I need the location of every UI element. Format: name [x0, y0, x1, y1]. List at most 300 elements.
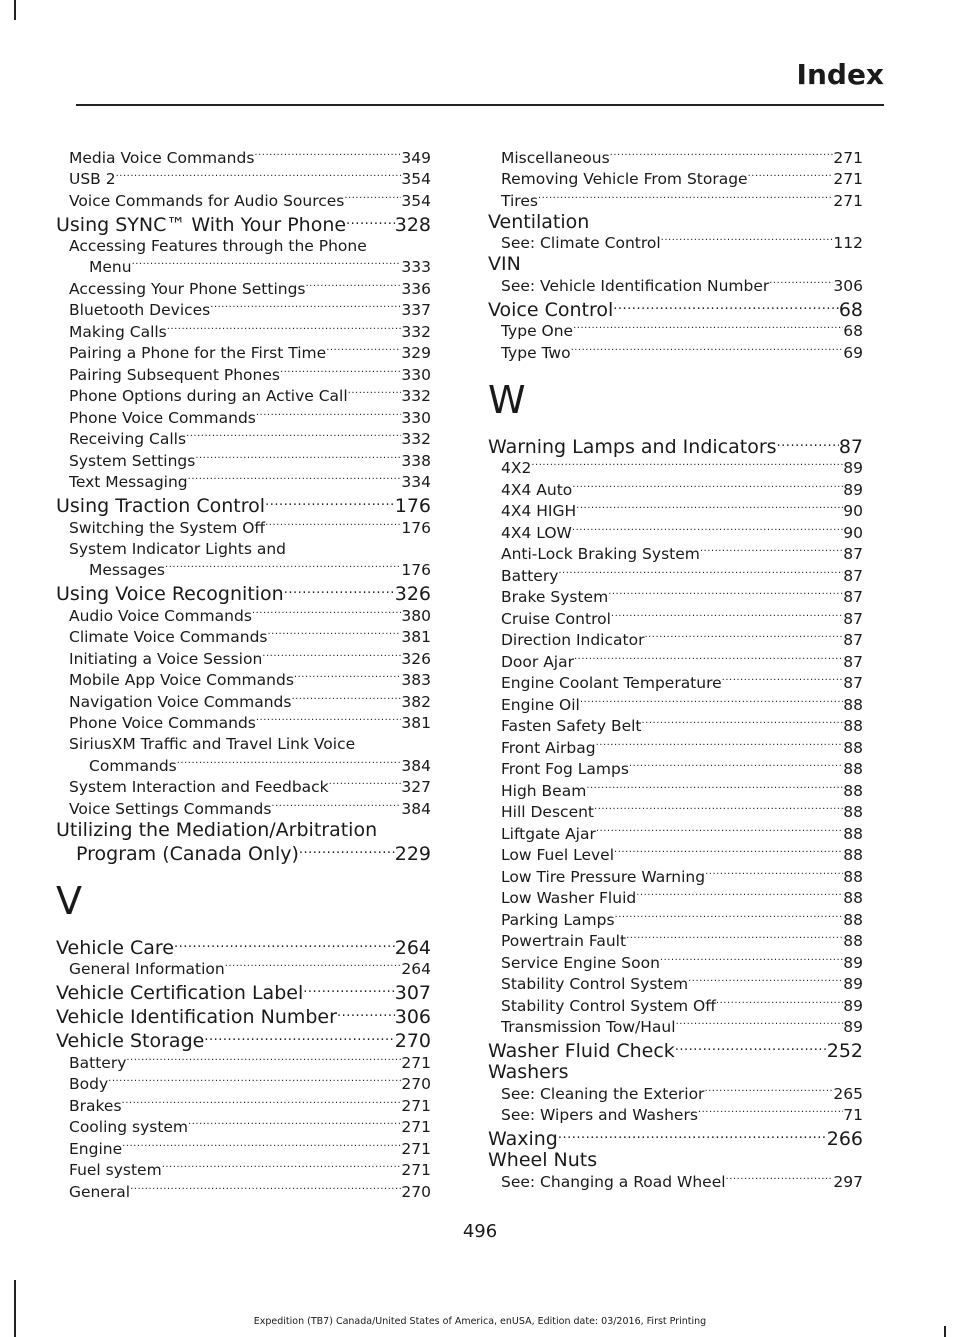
dot-leader [256, 713, 402, 729]
index-subentry [488, 544, 863, 566]
index-subentry [56, 257, 431, 279]
entry-page-number: 326 [401, 649, 431, 668]
entry-page-number: 88 [843, 932, 863, 950]
entry-page-number: 329 [401, 344, 431, 362]
dot-leader [676, 1017, 844, 1033]
index-subentry [488, 1083, 863, 1105]
entry-text: 4X4 HIGH [501, 502, 577, 520]
entry-text: Brake System [501, 588, 609, 606]
index-entry [56, 581, 431, 605]
index-subentry [56, 605, 431, 627]
entry-text: Pairing a Phone for the First Time [69, 344, 327, 362]
entry-page-number: 88 [843, 889, 863, 907]
dot-leader [596, 737, 844, 753]
dot-leader [188, 472, 402, 488]
entry-page-number: 330 [401, 365, 431, 384]
index-subentry [488, 651, 863, 673]
index-subentry [488, 190, 863, 212]
dot-leader [705, 866, 843, 882]
entry-text: Low Tire Pressure Warning [501, 867, 706, 886]
entry-text: See: Changing a Road Wheel [501, 1172, 726, 1191]
entry-page-number: 326 [394, 583, 431, 605]
dot-leader [636, 888, 843, 904]
entry-text: 4X2 [501, 459, 532, 477]
dot-leader [611, 608, 843, 624]
dot-leader [722, 673, 844, 689]
entry-page-number: 89 [843, 996, 863, 1015]
index-subentry [488, 1105, 863, 1127]
entry-text: 4X4 Auto [501, 480, 573, 499]
entry-text: Cruise Control [501, 609, 611, 628]
index-entry [488, 297, 863, 321]
entry-text: Making Calls [69, 322, 167, 341]
entry-page-number: 87 [843, 674, 863, 692]
index-subentry [488, 931, 863, 953]
dot-leader [700, 544, 843, 560]
entry-page-number: 270 [401, 1075, 431, 1093]
entry-text: Audio Voice Commands [69, 606, 252, 625]
index-subentry-heading: SiriusXM Traffic and Travel Link Voice [69, 735, 356, 753]
entry-page-number: 87 [843, 566, 863, 585]
entry-text: Mobile App Voice Commands [69, 671, 294, 689]
entry-text: Body [69, 1075, 109, 1093]
entry-text: Messages [89, 561, 166, 579]
dot-leader [195, 450, 401, 466]
index-subentry [56, 450, 431, 472]
entry-text: Program (Canada Only) [76, 842, 299, 865]
dot-leader [256, 407, 402, 423]
entry-page-number: 271 [833, 191, 863, 210]
entry-page-number: 87 [843, 631, 863, 649]
entry-text: Voice Settings Commands [69, 799, 272, 818]
entry-text: Pairing Subsequent Phones [69, 365, 280, 384]
entry-text: System Interaction and Feedback [69, 778, 329, 796]
index-subentry [488, 147, 863, 169]
entry-page-number: 332 [401, 430, 431, 448]
entry-text: Warning Lamps and Indicators [488, 435, 777, 458]
index-subentry [488, 1017, 863, 1039]
index-subentry [488, 737, 863, 759]
index-entry [56, 935, 431, 959]
entry-text: USB 2 [69, 170, 116, 188]
entry-page-number: 88 [843, 803, 863, 821]
dot-leader [252, 605, 402, 621]
index-subentry [488, 802, 863, 824]
dot-leader [225, 959, 402, 975]
index-subentry [56, 1138, 431, 1160]
dot-leader [204, 1028, 394, 1047]
entry-page-number: 271 [833, 170, 863, 188]
index-subentry [488, 866, 863, 888]
dot-leader [271, 798, 401, 814]
entry-text: Low Fuel Level [501, 846, 615, 864]
entry-text: Parking Lamps [501, 910, 615, 929]
dot-leader [268, 627, 402, 643]
entry-page-number: 383 [401, 671, 431, 689]
index-subentry [56, 560, 431, 582]
entry-text: Media Voice Commands [69, 148, 255, 167]
index-subentry [56, 627, 431, 649]
dot-leader [177, 755, 402, 771]
entry-page-number: 88 [843, 824, 863, 843]
index-subentry [56, 670, 431, 692]
dot-leader [661, 233, 834, 249]
dot-leader [642, 716, 844, 732]
index-entry [56, 1004, 431, 1028]
index-subentry [56, 517, 431, 539]
entry-page-number: 381 [401, 714, 431, 732]
index-subentry [56, 1181, 431, 1203]
entry-text: General [69, 1182, 131, 1201]
entry-page-number: 176 [401, 518, 431, 537]
entry-page-number: 307 [394, 982, 431, 1004]
entry-page-number: 68 [843, 322, 863, 340]
entry-page-number: 88 [843, 738, 863, 757]
entry-text: Removing Vehicle From Storage [501, 170, 748, 188]
index-subentry [56, 755, 431, 777]
dot-leader [580, 694, 843, 710]
dot-leader [614, 845, 843, 861]
index-subentry [488, 630, 863, 652]
dot-leader [538, 190, 833, 206]
dot-leader [254, 147, 401, 163]
entry-text: See: Cleaning the Exterior [501, 1084, 705, 1103]
index-subentry [488, 995, 863, 1017]
index-entry [56, 980, 431, 1004]
entry-text: Using Traction Control [56, 495, 266, 517]
index-subentry [488, 716, 863, 738]
dot-leader [596, 823, 843, 839]
entry-page-number: 88 [843, 910, 863, 929]
dot-leader [615, 909, 844, 925]
footer-edition-info: Expedition (TB7) Canada/United States of America, enUSA, Edition date: 03/2016, First Printing [253, 1316, 707, 1327]
dot-leader [130, 1181, 401, 1197]
entry-page-number: 266 [826, 1128, 863, 1150]
dot-leader [716, 995, 843, 1011]
entry-text: Text Messaging [69, 473, 188, 491]
entry-page-number: 382 [401, 692, 431, 711]
index-subentry [488, 321, 863, 343]
entry-page-number: 71 [843, 1106, 863, 1124]
index-entry-heading: Washers [488, 1061, 569, 1083]
dot-leader [576, 501, 843, 517]
index-subentry [488, 823, 863, 845]
entry-text: Menu [89, 258, 132, 276]
index-subentry [488, 673, 863, 695]
dot-leader [748, 169, 834, 185]
index-subentry [488, 780, 863, 802]
dot-leader [165, 560, 401, 576]
entry-text: Accessing Your Phone Settings [69, 279, 306, 298]
dot-leader [262, 648, 401, 664]
entry-text: System Settings [69, 451, 196, 470]
dot-leader [122, 1095, 402, 1111]
dot-leader [531, 458, 843, 474]
dot-leader [574, 651, 843, 667]
dot-leader [174, 935, 395, 954]
index-subentry [56, 321, 431, 343]
index-subentry [56, 169, 431, 191]
index-subentry [56, 1117, 431, 1139]
entry-text: Voice Control [488, 298, 614, 321]
index-subentry [488, 565, 863, 587]
entry-page-number: 88 [843, 781, 863, 800]
entry-page-number: 271 [833, 148, 863, 167]
index-subentry [56, 1074, 431, 1096]
entry-page-number: 88 [843, 867, 863, 886]
dot-leader [132, 257, 402, 273]
entry-page-number: 380 [401, 606, 431, 625]
entry-page-number: 271 [401, 1053, 431, 1072]
index-subentry [56, 777, 431, 799]
index-subentry [56, 343, 431, 365]
entry-page-number: 252 [826, 1040, 863, 1062]
entry-page-number: 306 [394, 1006, 431, 1028]
entry-text: Miscellaneous [501, 148, 610, 167]
entry-text: See: Wipers and Washers [501, 1106, 698, 1124]
entry-text: 4X4 LOW [501, 523, 572, 542]
entry-text: Voice Commands for Audio Sources [69, 191, 345, 210]
entry-text: Type One [501, 322, 574, 340]
entry-page-number: 354 [401, 170, 431, 188]
dot-leader [348, 386, 402, 402]
entry-text: Washer Fluid Check [488, 1040, 675, 1062]
entry-page-number: 306 [833, 276, 863, 295]
entry-text: Receiving Calls [69, 430, 187, 448]
dot-leader [572, 522, 843, 538]
entry-page-number: 354 [401, 191, 431, 210]
dot-leader [726, 1171, 834, 1187]
index-subentry [56, 364, 431, 386]
entry-text: Service Engine Soon [501, 953, 660, 972]
entry-page-number: 297 [833, 1172, 863, 1191]
dot-leader [186, 429, 401, 445]
entry-text: Using SYNC™ With Your Phone [56, 213, 347, 236]
index-subentry [56, 1160, 431, 1182]
entry-page-number: 89 [843, 1018, 863, 1036]
index-subentry [488, 169, 863, 191]
entry-text: Fuel system [69, 1161, 162, 1179]
entry-page-number: 229 [394, 842, 431, 865]
index-subentry [488, 522, 863, 544]
entry-page-number: 88 [843, 760, 863, 778]
entry-page-number: 381 [401, 628, 431, 646]
index-entry-heading: Utilizing the Mediation/Arbitration [56, 818, 378, 841]
index-subentry [488, 479, 863, 501]
dot-leader [573, 321, 843, 337]
index-column-right [488, 147, 863, 1193]
entry-page-number: 89 [843, 480, 863, 499]
entry-text: Cooling system [69, 1118, 189, 1136]
index-subentry [56, 386, 431, 408]
entry-page-number: 87 [843, 609, 863, 628]
entry-text: Phone Voice Commands [69, 714, 256, 732]
header-rule [76, 104, 884, 106]
entry-page-number: 330 [401, 408, 431, 427]
index-subentry [56, 147, 431, 169]
dot-leader [306, 278, 402, 294]
entry-page-number: 69 [843, 343, 863, 362]
index-subentry [488, 342, 863, 364]
entry-page-number: 89 [843, 953, 863, 972]
dot-leader [571, 342, 844, 358]
dot-leader [294, 670, 402, 686]
index-entry [56, 212, 431, 236]
entry-text: Vehicle Identification Number [56, 1006, 337, 1028]
entry-text: Transmission Tow/Haul [501, 1018, 676, 1036]
entry-page-number: 176 [394, 495, 431, 517]
entry-page-number: 87 [843, 652, 863, 671]
dot-leader [210, 300, 401, 316]
dot-leader [608, 587, 843, 603]
entry-page-number: 338 [401, 451, 431, 470]
crop-mark-bottom-vertical [14, 1280, 16, 1337]
entry-page-number: 328 [394, 213, 431, 236]
index-subentry [56, 300, 431, 322]
index-subentry [56, 472, 431, 494]
entry-text: Commands [89, 756, 177, 775]
dot-leader [346, 212, 395, 231]
index-subentry-heading: Accessing Features through the Phone [69, 236, 367, 255]
dot-leader [769, 275, 833, 291]
entry-page-number: 68 [838, 298, 863, 321]
dot-leader [126, 1052, 401, 1068]
dot-leader [698, 1105, 843, 1121]
dot-leader [116, 169, 402, 185]
entry-text: See: Climate Control [501, 234, 661, 252]
dot-leader [644, 630, 843, 646]
entry-page-number: 270 [394, 1030, 431, 1052]
entry-page-number: 333 [401, 258, 431, 276]
entry-page-number: 332 [401, 387, 431, 405]
entry-text: Navigation Voice Commands [69, 692, 292, 711]
dot-leader [558, 565, 843, 581]
index-entry [56, 841, 431, 865]
index-subentry [56, 1095, 431, 1117]
dot-leader [777, 434, 839, 453]
dot-leader [629, 759, 843, 775]
entry-text: Anti-Lock Braking System [501, 545, 700, 563]
entry-text: Brakes [69, 1096, 122, 1115]
page-number: 496 [462, 1221, 498, 1242]
dot-leader [626, 931, 843, 947]
dot-leader [329, 777, 402, 793]
entry-text: General Information [69, 960, 225, 978]
index-subentry [488, 759, 863, 781]
dot-leader [299, 841, 395, 860]
entry-text: Type Two [501, 343, 571, 362]
entry-page-number: 384 [401, 799, 431, 818]
index-subentry [56, 713, 431, 735]
index-subentry [488, 909, 863, 931]
index-subentry [488, 275, 863, 297]
index-subentry [56, 429, 431, 451]
entry-page-number: 271 [401, 1118, 431, 1136]
entry-text: Stability Control System Off [501, 996, 716, 1015]
entry-text: Battery [501, 566, 559, 585]
entry-page-number: 264 [401, 960, 431, 978]
dot-leader [594, 802, 843, 818]
entry-text: Engine [69, 1139, 123, 1158]
entry-text: High Beam [501, 781, 587, 800]
index-subentry [56, 407, 431, 429]
entry-text: Vehicle Certification Label [56, 982, 304, 1004]
index-entry [56, 1028, 431, 1052]
dot-leader [303, 980, 395, 999]
index-subentry [488, 587, 863, 609]
entry-page-number: 88 [843, 695, 863, 714]
entry-text: Initiating a Voice Session [69, 649, 263, 668]
crop-mark-top-vertical [14, 0, 16, 20]
index-letter-heading: W [488, 377, 526, 422]
dot-leader [291, 691, 401, 707]
index-entry-heading: Wheel Nuts [488, 1149, 598, 1171]
entry-page-number: 87 [838, 435, 863, 458]
dot-leader [344, 190, 401, 206]
entry-text: Door Ajar [501, 652, 574, 671]
entry-text: Tires [501, 191, 538, 210]
entry-text: Phone Voice Commands [69, 408, 256, 427]
entry-text: Waxing [488, 1128, 558, 1150]
index-entry-heading: VIN [488, 253, 521, 275]
entry-page-number: 112 [833, 234, 863, 252]
crop-mark-bottom-right [944, 1326, 946, 1337]
entry-text: Engine Coolant Temperature [501, 674, 722, 692]
entry-page-number: 336 [401, 279, 431, 298]
index-subentry [56, 190, 431, 212]
index-entry [488, 434, 863, 458]
entry-page-number: 90 [843, 502, 863, 520]
entry-text: Liftgate Ajar [501, 824, 596, 843]
dot-leader [613, 297, 839, 316]
entry-text: Powertrain Fault [501, 932, 627, 950]
index-subentry [488, 458, 863, 480]
entry-page-number: 349 [401, 148, 431, 167]
dot-leader [337, 1004, 395, 1023]
index-subentry [488, 233, 863, 255]
dot-leader [284, 581, 395, 600]
entry-page-number: 87 [843, 588, 863, 606]
index-subentry [488, 694, 863, 716]
entry-text: Front Fog Lamps [501, 760, 629, 778]
dot-leader [280, 364, 401, 380]
entry-text: Using Voice Recognition [56, 583, 284, 605]
dot-leader [558, 1126, 827, 1145]
index-entry [488, 1038, 863, 1062]
entry-page-number: 270 [401, 1182, 431, 1201]
page-title: Index [796, 58, 884, 91]
entry-text: Front Airbag [501, 738, 596, 757]
entry-page-number: 337 [401, 301, 431, 319]
dot-leader [265, 493, 395, 512]
index-subentry [488, 608, 863, 630]
entry-page-number: 89 [843, 459, 863, 477]
index-subentry [56, 691, 431, 713]
entry-page-number: 271 [401, 1096, 431, 1115]
entry-text: Direction Indicator [501, 631, 645, 649]
index-subentry [488, 888, 863, 910]
dot-leader [688, 974, 843, 990]
index-subentry [56, 648, 431, 670]
entry-page-number: 87 [843, 545, 863, 563]
dot-leader [660, 952, 843, 968]
index-subentry [488, 1171, 863, 1193]
entry-page-number: 90 [843, 523, 863, 542]
dot-leader [108, 1074, 401, 1090]
dot-leader [326, 343, 401, 359]
dot-leader [162, 1160, 402, 1176]
entry-text: Engine Oil [501, 695, 580, 714]
